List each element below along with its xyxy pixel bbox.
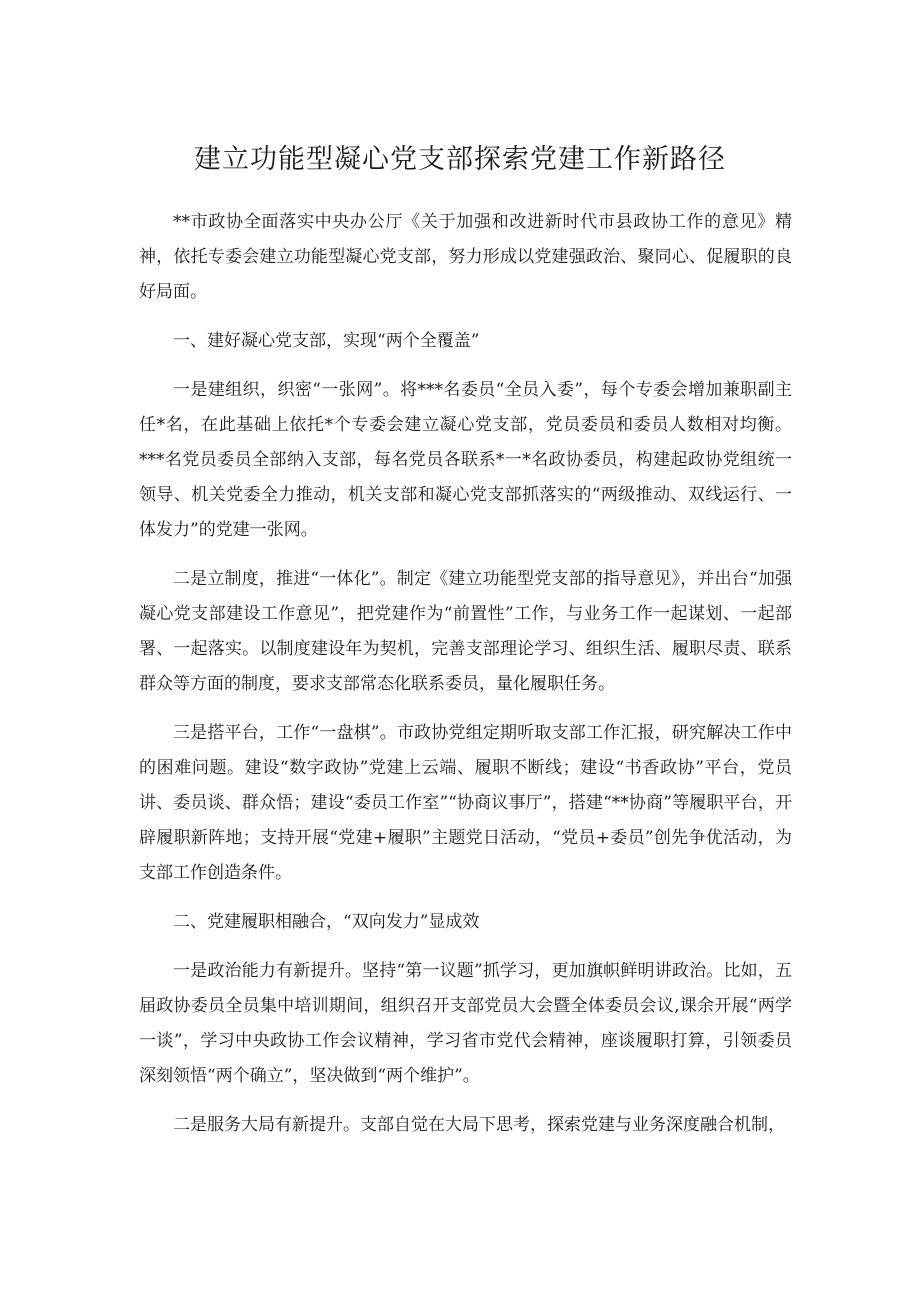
paragraph-serve-overall: 二是服务大局有新提升。支部自觉在大局下思考，探索党建与业务深度融合机制， <box>173 1115 785 1135</box>
section-heading-1: 一、建好凝心党支部，实现“两个全覆盖” <box>173 331 480 351</box>
paragraph-platform: 三是搭平台，工作“一盘棋”。市政协党组定期听取支部工作汇报，研究解决工作中的困难问题。建设“数字政协”党建上云端、履职不断线；建设“书香政协”平台，党员讲、委员谈、群众悟；建设“委员工作室”“协商议事厅”，搭建“**协商”等履职平台，开辟履职新阵地；支持开展“党建+履职”主题党日活动，“党员+委员”创先争优活动，为支部工作创造条件。 <box>139 723 792 883</box>
intro-paragraph: **市政协全面落实中央办公厅《关于加强和改进新时代市县政协工作的意见》精神，依托专委会建立功能型凝心党支部，努力形成以党建强政治、聚同心、促履职的良好局面。 <box>139 212 792 302</box>
section-heading-2: 二、党建履职相融合，“双向发力”显成效 <box>173 912 480 932</box>
document-title: 建立功能型凝心党支部探索党建工作新路径 <box>194 144 726 175</box>
paragraph-political-ability: 一是政治能力有新提升。坚持“第一议题”抓学习，更加旗帜鲜明讲政治。比如，五届政协委员全员集中培训期间，组织召开支部党员大会暨全体委员会议,课余开展“两学一谈”，学习中央政协工作会议精神，学习省市党代会精神，座谈履职打算，引领委员深刻领悟“两个确立”，坚决做到“两个维护”。 <box>139 961 792 1086</box>
paragraph-system: 二是立制度，推进“一体化”。制定《建立功能型党支部的指导意见》，并出台“加强凝心党支部建设工作意见”，把党建作为“前置性”工作，与业务工作一起谋划、一起部署、一起落实。以制度建设年为契机，完善支部理论学习、组织生活、履职尽责、联系群众等方面的制度，要求支部常态化联系委员，量化履职任务。 <box>139 569 792 694</box>
document-body <box>139 205 792 1157</box>
paragraph-organization: 一是建组织，织密“一张网”。将***名委员“全员入委”，每个专委会增加兼职副主任*名，在此基础上依托*个专委会建立凝心党支部，党员委员和委员人数相对均衡。***名党员委员全部纳入支部，每名党员各联系*一*名政协委员，构建起政协党组统一领导、机关党委全力推动，机关支部和凝心党支部抓落实的“两级推动、双线运行、一体发力”的党建一张网。 <box>139 380 792 540</box>
